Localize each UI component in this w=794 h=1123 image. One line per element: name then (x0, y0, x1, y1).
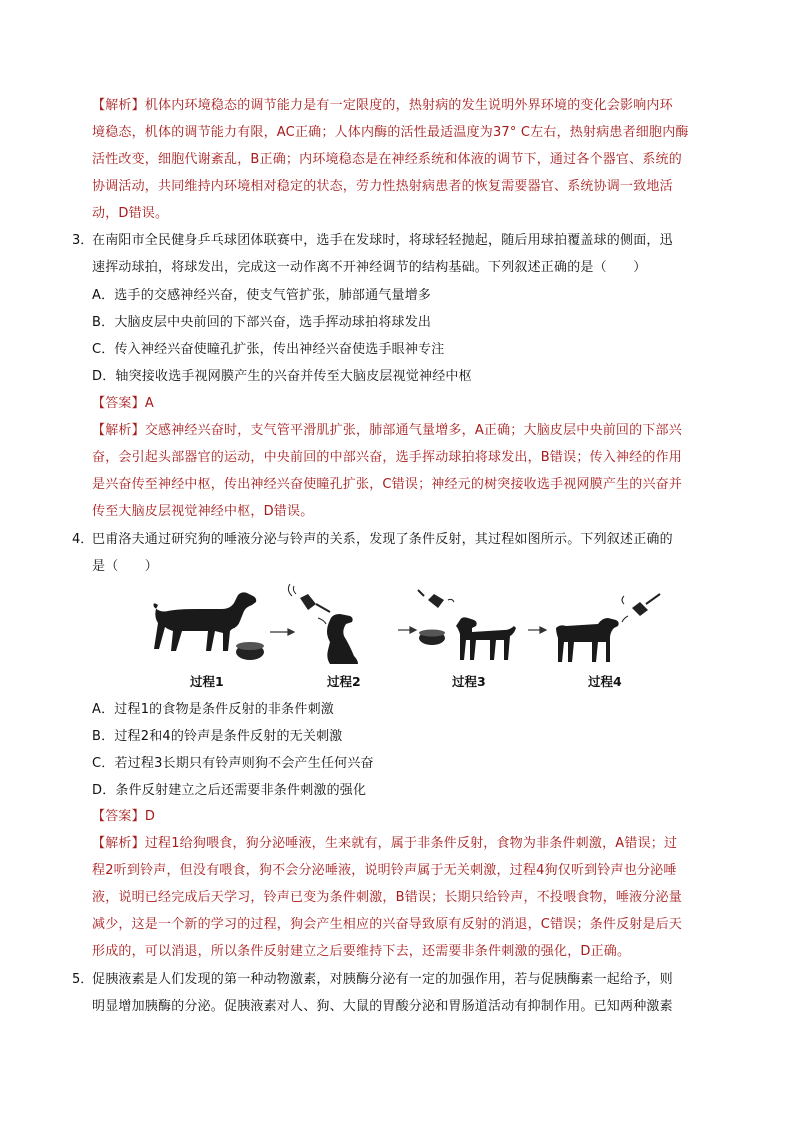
q4-analysis-tag: 【解析】 (92, 836, 145, 851)
bell-4-icon (622, 594, 660, 622)
q4-answer-value: D (144, 809, 156, 824)
q3-analysis-tag: 【解析】 (92, 423, 145, 438)
q5-stem-line-2: 明显增加胰酶的分泌。促胰液素对人、狗、大鼠的胃酸分泌和胃肠道活动有抑制作用。已知两种激素 (92, 999, 673, 1014)
q3-answer-value: A (144, 396, 154, 411)
arrow-1-icon (270, 629, 294, 635)
figure-label-process-2: 过程2 (327, 674, 361, 689)
q3-number: 3． (72, 233, 94, 248)
q5-number: 5． (72, 972, 94, 987)
q2-analysis-tag: 【解析】 (92, 98, 145, 113)
q2-analysis-line-2: 境稳态，机体的调节能力有限，AC正确；人体内酶的活性最适温度为37° C左右，热射病患者细胞内酶 (92, 125, 689, 140)
q4-option-d: D．条件反射建立之后还需要非条件刺激的强化 (92, 783, 367, 798)
q4-option-a: A．过程1的食物是条件反射的非条件刺激 (92, 702, 334, 717)
q4-stem-line-2: 是（ ） (92, 559, 159, 574)
q3-stem-line-1: 在南阳市全民健身乒乓球团体联赛中，选手在发球时，将球轻轻抛起，随后用球拍覆盖球的侧面，迅 (92, 233, 673, 248)
dog-4-icon (556, 618, 619, 662)
arrow-2-icon (398, 627, 416, 633)
q3-analysis-line-3: 是兴奋传至神经中枢，传出神经兴奋使瞳孔扩张，C错误；神经元的树突接收选手视网膜产生的兴奋并 (92, 477, 683, 492)
q4-number: 4． (72, 532, 94, 547)
dog-1-icon (154, 592, 257, 651)
bell-2-icon (288, 584, 330, 624)
q4-answer: 【答案】D (92, 809, 156, 824)
q4-analysis-line-5: 形成的，可以消退，所以条件反射建立之后要维持下去，还需要非条件刺激的强化，D正确。 (92, 944, 631, 959)
q3-answer: 【答案】A (92, 396, 154, 411)
q2-analysis-line-1: 【解析】机体内环境稳态的调节能力是有一定限度的，热射病的发生说明外界环境的变化会影响内环 (92, 98, 673, 113)
q3-analysis-line-4: 传至大脑皮层视觉神经中枢，D错误。 (92, 504, 314, 519)
q3-analysis-line-2: 奋，会引起头部器官的运动，中央前回的中部兴奋，选手挥动球拍将球发出，B错误；传入神经的作用 (92, 450, 682, 465)
figure-label-process-3: 过程3 (452, 674, 486, 689)
q5-stem-line-1: 促胰液素是人们发现的第一种动物激素，对胰酶分泌有一定的加强作用，若与促胰酶素一起给予，则 (92, 972, 673, 987)
q4-option-b: B．过程2和4的铃声是条件反射的无关刺激 (92, 729, 343, 744)
q3-stem-line-2: 速挥动球拍，将球发出，完成这一动作离不开神经调节的结构基础。下列叙述正确的是（ ） (92, 260, 647, 275)
q4-analysis-line-1: 【解析】过程1给狗喂食，狗分泌唾液，生来就有，属于非条件反射，食物为非条件刺激，A错误；过 (92, 836, 678, 851)
dog-3-icon (456, 617, 516, 660)
arrow-3-icon (528, 627, 546, 633)
q2-analysis-line-4: 协调活动，共同维持内环境相对稳定的状态，劳力性热射病患者的恢复需要器官、系统协调一致地活 (92, 179, 673, 194)
figure-label-process-4: 过程4 (588, 674, 622, 689)
q3-option-a: A．选手的交感神经兴奋，使支气管扩张，肺部通气量增多 (92, 288, 432, 303)
q3-option-d: D．轴突接收选手视网膜产生的兴奋并传至大脑皮层视觉神经中枢 (92, 369, 472, 384)
q2-analysis-line-3: 活性改变，细胞代谢紊乱，B正确；内环境稳态是在神经系统和体液的调节下，通过各个器官、系统的 (92, 152, 682, 167)
dog-2-icon (327, 614, 358, 664)
q4-analysis-line-4: 减少，这是一个新的学习的过程，狗会产生相应的兴奋导致原有反射的消退，C错误；条件反射是后天 (92, 917, 683, 932)
q4-stem-line-1: 巴甫洛夫通过研究狗的唾液分泌与铃声的关系，发现了条件反射，其过程如图所示。下列叙述正确的 (92, 532, 673, 547)
bell-3-icon (418, 590, 454, 608)
q3-option-c: C．传入神经兴奋使瞳孔扩张，传出神经兴奋使选手眼神专注 (92, 342, 445, 357)
q3-option-b: B．大脑皮层中央前回的下部兴奋，选手挥动球拍将球发出 (92, 315, 432, 330)
q2-analysis-line-5: 动，D错误。 (92, 206, 169, 221)
q4-analysis-line-3: 液，说明已经完成后天学习，铃声已变为条件刺激，B错误；长期只给铃声，不投喂食物，唾液分泌量 (92, 890, 682, 905)
q4-option-c: C．若过程3长期只有铃声则狗不会产生任何兴奋 (92, 756, 374, 771)
q4-analysis-line-2: 程2听到铃声，但没有喂食，狗不会分泌唾液，说明铃声属于无关刺激，过程4狗仅听到铃声也分泌唾 (92, 863, 677, 878)
figure-label-process-1: 过程1 (190, 674, 224, 689)
q3-analysis-line-1: 【解析】交感神经兴奋时，支气管平滑肌扩张，肺部通气量增多，A正确；大脑皮层中央前回的下部兴 (92, 423, 682, 438)
